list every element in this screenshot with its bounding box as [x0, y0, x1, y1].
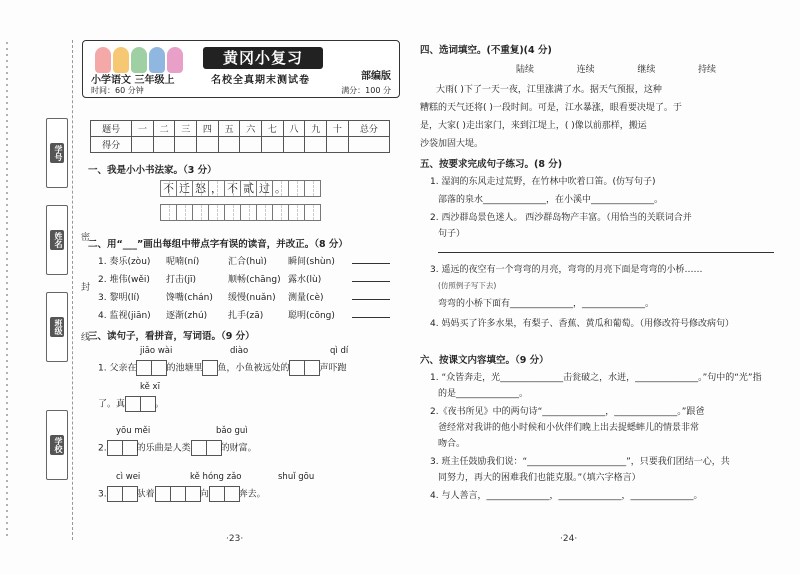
q3-text: 声吓跑: [319, 363, 347, 374]
calligraphy-model-cell: 不: [224, 180, 241, 197]
calligraphy-model-cell: ，: [208, 180, 225, 197]
score-input-cell[interactable]: [153, 137, 175, 153]
q4-passage-line: 沙袋加固大堤。: [420, 139, 484, 149]
calligraphy-model-cell: [304, 180, 321, 197]
word-box[interactable]: [122, 440, 138, 456]
score-input-cell[interactable]: [197, 137, 219, 153]
calligraphy-model-cell: 。: [272, 180, 289, 197]
q3-text: 向: [199, 489, 209, 500]
score-cell: 四: [197, 121, 219, 137]
q3-text: 驮着: [136, 489, 155, 500]
pinyin-hint: diào: [230, 346, 249, 356]
q3-text: 1. 父亲在: [98, 363, 137, 374]
calligraphy-practice-cell[interactable]: [272, 204, 289, 221]
calligraphy-practice-cell[interactable]: [224, 204, 241, 221]
edition-badge: 部编版: [361, 71, 391, 82]
q3-text: 了。真: [98, 399, 126, 410]
q3-text: 3.: [98, 489, 107, 500]
q2-item: 馋嘴(chán): [166, 293, 213, 303]
calligraphy-practice-row[interactable]: [160, 204, 320, 221]
q2-item: 露水(lù): [288, 275, 322, 285]
calligraphy-practice-cell[interactable]: [192, 204, 209, 221]
word-box[interactable]: [191, 440, 207, 456]
brand-logo: 黄冈小复习: [203, 47, 323, 69]
word-box[interactable]: [155, 486, 171, 502]
score-cell: 二: [153, 121, 175, 137]
q2-answer-blank[interactable]: [352, 263, 390, 264]
pinyin-hint: yōu měi: [116, 426, 151, 436]
q2-answer-blank[interactable]: [352, 299, 390, 300]
score-cell: 六: [240, 121, 262, 137]
seal-mark-xian: 线: [79, 332, 89, 341]
student-id-label: 学号: [50, 143, 64, 163]
right-page: [420, 40, 780, 560]
q2-item: 缓慢(nuǎn): [228, 293, 276, 303]
pinyin-hint: cì wei: [116, 472, 141, 482]
q2-item: 4. 监视(jiān): [98, 311, 151, 321]
word-option: 连续: [576, 65, 595, 75]
q3-sentence-1-cont: [98, 396, 164, 412]
q2-item: 扎手(zā): [228, 311, 264, 321]
full-score-label: 满分：100 分: [341, 86, 391, 95]
calligraphy-practice-cell[interactable]: [176, 204, 193, 221]
calligraphy-practice-cell[interactable]: [256, 204, 273, 221]
q2-item: 1. 奏乐(zòu): [98, 257, 151, 267]
q2-item: 聪明(cōng): [288, 311, 335, 321]
q2-item: 瞬间(shùn): [288, 257, 335, 267]
q3-text: 的乐曲是人类: [136, 443, 191, 454]
score-cell: 十: [327, 121, 349, 137]
q6-item-2-cont: 爸经常对我讲的他小时候和小伙伴们晚上出去捉蟋蟀儿的情景非常: [438, 423, 700, 433]
q6-item-1-cont[interactable]: 的是______________。: [438, 389, 529, 399]
binding-dots: [4, 40, 10, 540]
pinyin-hint: kě xī: [140, 382, 160, 392]
calligraphy-practice-cell[interactable]: [240, 204, 257, 221]
calligraphy-practice-cell[interactable]: [208, 204, 225, 221]
score-input-cell[interactable]: [283, 137, 305, 153]
calligraphy-model-row: [160, 180, 320, 197]
q2-title: 二、用“___”画出每组中带点字有误的读音，并改正。（8 分）: [88, 239, 348, 250]
q4-passage-line: 是，大家( )走出家门，来到江堤上，( )像以前那样，搬运: [420, 121, 647, 131]
q3-sentence-2: [98, 440, 257, 456]
score-input-cell[interactable]: [327, 137, 349, 153]
q6-item-3[interactable]: 3. 班主任鼓励我们说：“______________________”，只要我们团结一心，共: [430, 457, 730, 467]
q3-text: 鱼，小鱼被远处的: [217, 363, 290, 374]
name-box[interactable]: [46, 205, 68, 275]
q2-item: 逐渐(zhú): [166, 311, 208, 321]
calligraphy-model-cell: 不: [160, 180, 177, 197]
word-option: 继续: [637, 65, 656, 75]
score-input-cell[interactable]: [132, 137, 154, 153]
q5-item-3-note: (仿照例子写下去): [438, 281, 497, 290]
q4-passage-line: 大雨( )下了一天一夜，江里涨满了水。据天气预报，这种: [436, 85, 662, 95]
q3-text: 的财富。: [220, 443, 257, 454]
q3-title: 三、读句子，看拼音，写词语。（9 分）: [88, 331, 255, 342]
q5-title: 五、按要求完成句子练习。(8 分): [420, 159, 563, 170]
q2-item: 2. 堆伟(wěi): [98, 275, 150, 285]
school-label: 学校: [50, 435, 64, 455]
calligraphy-model-cell: 贰: [240, 180, 257, 197]
q3-sentence-3: [98, 486, 266, 502]
score-cell: 题号: [91, 121, 132, 137]
q2-item: 打击(jī): [166, 275, 197, 285]
time-label: 时间：60 分钟: [91, 86, 144, 95]
score-cell: 五: [218, 121, 240, 137]
score-input-cell[interactable]: [240, 137, 262, 153]
calligraphy-model-cell: 过: [256, 180, 273, 197]
q2-item: 顺畅(chāng): [228, 275, 281, 285]
q6-title: 六、按课文内容填空。（9 分）: [420, 355, 549, 366]
score-cell: 三: [175, 121, 197, 137]
word-box[interactable]: [107, 486, 123, 502]
score-table-header-row: [91, 121, 390, 137]
calligraphy-model-cell: 迁: [176, 180, 193, 197]
score-table: [90, 120, 390, 153]
calligraphy-model-cell: 怒: [192, 180, 209, 197]
q5-item-2-cont: 句子）: [438, 229, 466, 239]
q2-item: 3. 黎明(lí): [98, 293, 140, 303]
q4-word-bank: [516, 62, 716, 75]
left-page: [82, 40, 400, 560]
score-input-cell[interactable]: [348, 137, 389, 153]
q3-sentence-1: [98, 360, 347, 376]
word-box[interactable]: [136, 360, 152, 376]
school-box[interactable]: [46, 410, 68, 480]
q2-answer-blank[interactable]: [352, 317, 390, 318]
q5-item-2-answer-line[interactable]: [438, 252, 774, 253]
word-option: 陆续: [516, 65, 535, 75]
q6-item-2[interactable]: 2.《夜书所见》中的两句诗“______________，______________。”跟爸: [430, 407, 705, 417]
word-box[interactable]: [125, 396, 141, 412]
word-box[interactable]: [206, 440, 222, 456]
q5-item-4: 4. 妈妈买了许多水果，有梨子、香蕉、黄瓜和葡萄。（用修改符号修改病句）: [430, 319, 734, 329]
score-input-cell[interactable]: [218, 137, 240, 153]
q6-item-2-end: 吻合。: [438, 439, 466, 449]
score-cell: 总分: [348, 121, 389, 137]
calligraphy-practice-cell[interactable]: [304, 204, 321, 221]
q3-text: 。: [155, 399, 165, 410]
score-cell: 九: [305, 121, 327, 137]
calligraphy-practice-cell[interactable]: [160, 204, 177, 221]
q5-item-1: 1. 湿润的东风走过荒野，在竹林中吹着口笛。(仿写句子): [430, 177, 656, 187]
word-box[interactable]: [170, 486, 186, 502]
right-page-number: ·24·: [560, 534, 578, 544]
subject-label: 小学语文 三年级上: [91, 75, 175, 86]
q5-item-1-answer[interactable]: 部落的泉水______________，在小溪中______________。: [438, 195, 664, 205]
student-id-box[interactable]: [46, 118, 68, 188]
pinyin-hint: kě hóng zǎo: [190, 472, 242, 482]
q2-item: 呢喃(ní): [166, 257, 200, 267]
score-cell: 八: [283, 121, 305, 137]
exam-title: 名校全真期末测试卷: [211, 75, 310, 86]
binding-strip: [0, 0, 89, 574]
word-box[interactable]: [224, 486, 240, 502]
q2-row-1: [98, 254, 398, 267]
seal-mark-mi: 密: [79, 232, 89, 241]
q2-answer-blank[interactable]: [352, 281, 390, 282]
cut-line: [72, 40, 73, 540]
q6-item-1[interactable]: 1. “众皆奔走，光______________击瓮破之，水迸，______________。”句中的“光”指: [430, 373, 762, 383]
q6-item-3-cont: 同努力，再大的困难我们也能克服。”（填六字格言）: [438, 473, 641, 483]
q5-item-2: 2. 西沙群岛景色迷人。 西沙群岛物产丰富。（用恰当的关联词合并: [430, 213, 692, 223]
score-cell: 七: [262, 121, 284, 137]
left-page-number: ·23·: [226, 534, 244, 544]
word-box[interactable]: [122, 486, 138, 502]
score-table-score-row: [91, 137, 390, 153]
seal-mark-feng: 封: [79, 282, 89, 291]
q5-item-3: 3. 遥远的夜空有一个弯弯的月亮，弯弯的月亮下面是弯弯的小桥……: [430, 265, 703, 275]
pinyin-hint: qì dí: [330, 346, 349, 356]
pinyin-hint: shuǐ gōu: [278, 472, 315, 482]
word-box[interactable]: [209, 486, 225, 502]
score-cell: 一: [132, 121, 154, 137]
word-box[interactable]: [185, 486, 201, 502]
q2-row-2: [98, 272, 398, 285]
q3-text: 2.: [98, 443, 107, 454]
q2-row-3: [98, 290, 398, 303]
q2-row-4: [98, 308, 398, 321]
calligraphy-practice-cell[interactable]: [288, 204, 305, 221]
q3-text: 奔去。: [238, 489, 266, 500]
calligraphy-model-cell: [288, 180, 305, 197]
q2-item: 测量(cè): [288, 293, 324, 303]
class-label: 班级: [50, 317, 64, 337]
q3-text: 的池塘里: [166, 363, 203, 374]
class-box[interactable]: [46, 292, 68, 362]
pinyin-hint: bǎo guì: [216, 426, 248, 436]
exam-header: [82, 40, 400, 98]
q5-item-3-answer[interactable]: 弯弯的小桥下面有______________，______________。: [438, 299, 655, 309]
q4-title: 四、选词填空。(不重复)(4 分): [420, 45, 552, 56]
word-box[interactable]: [107, 440, 123, 456]
score-input-cell[interactable]: [262, 137, 284, 153]
word-box[interactable]: [289, 360, 305, 376]
q1-title: 一、我是小小书法家。（3 分）: [88, 165, 217, 176]
q2-item: 汇合(huì): [228, 257, 267, 267]
word-option: 持续: [697, 65, 716, 75]
pinyin-hint: jiāo wài: [140, 346, 173, 356]
word-box[interactable]: [140, 396, 156, 412]
q4-passage-line: 糟糕的天气还将( )一段时间。可是，江水暴涨，眼看要决堤了。于: [420, 103, 682, 113]
score-row-label: 得分: [91, 137, 132, 153]
name-label: 姓名: [50, 230, 64, 250]
score-input-cell[interactable]: [305, 137, 327, 153]
q6-item-4[interactable]: 4. 与人善言，______________，______________，______________。: [430, 491, 703, 501]
score-input-cell[interactable]: [175, 137, 197, 153]
